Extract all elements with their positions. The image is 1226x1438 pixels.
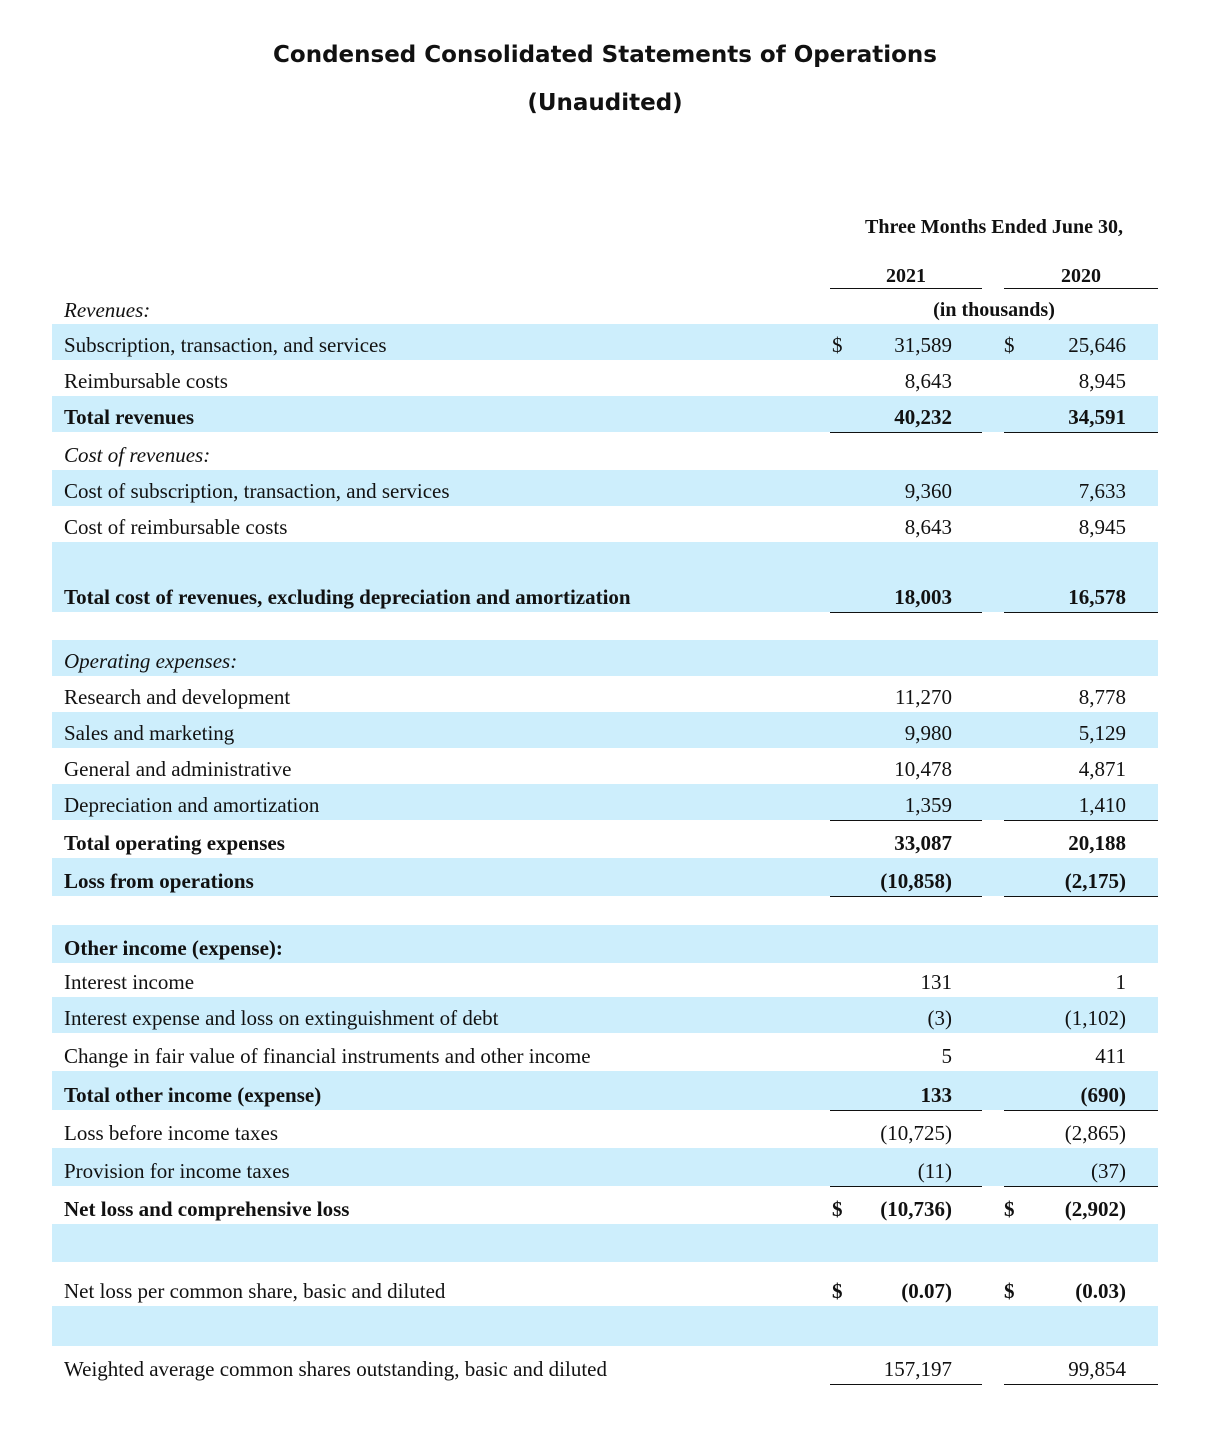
table-row — [52, 470, 1158, 506]
row-label: Depreciation and amortization — [64, 793, 320, 817]
value-2021: 40,232 — [894, 405, 952, 429]
row-label: Operating expenses: — [64, 649, 238, 673]
currency-symbol: $ — [1004, 1197, 1015, 1221]
row-label: General and administrative — [64, 757, 292, 781]
currency-symbol: $ — [832, 333, 843, 357]
underline-2020 — [1004, 896, 1158, 897]
value-2020: (1,102) — [1064, 1006, 1126, 1030]
value-2021: 157,197 — [883, 1357, 952, 1381]
value-2021: 33,087 — [894, 831, 952, 855]
underline-2021 — [830, 612, 982, 613]
table-row — [52, 1306, 1158, 1346]
underline-2021 — [830, 1384, 982, 1385]
currency-symbol: $ — [1004, 333, 1015, 357]
underline-2020 — [1004, 1384, 1158, 1385]
value-2020: 1,410 — [1078, 793, 1126, 817]
table-row — [52, 784, 1158, 820]
row-label: Total cost of revenues, excluding depreciation and amortization — [64, 585, 631, 609]
value-2020: (2,902) — [1064, 1197, 1126, 1221]
value-2021: (10,858) — [880, 869, 952, 893]
statement-subtitle: (Unaudited) — [527, 90, 683, 116]
row-label: Total other income (expense) — [64, 1083, 322, 1107]
value-2021: 5 — [941, 1044, 952, 1068]
table-row — [52, 820, 1158, 858]
currency-symbol: $ — [1004, 1279, 1015, 1303]
year-2020-header-rule — [1004, 288, 1158, 289]
value-2021: 9,360 — [904, 479, 952, 503]
row-label: Revenues: — [64, 298, 151, 322]
units-label: (in thousands) — [933, 299, 1055, 321]
value-2020: 25,646 — [1068, 333, 1126, 357]
table-row — [52, 963, 1158, 997]
row-label: Total revenues — [64, 405, 195, 429]
table-row — [52, 396, 1158, 432]
value-2020: (2,175) — [1064, 869, 1126, 893]
value-2020: 4,871 — [1078, 757, 1126, 781]
table-row — [52, 506, 1158, 542]
currency-symbol: $ — [832, 1279, 843, 1303]
table-row — [52, 360, 1158, 396]
row-label: Provision for income taxes — [64, 1159, 290, 1183]
value-2021: (10,736) — [880, 1197, 952, 1221]
value-2020: 99,854 — [1068, 1357, 1126, 1381]
table-row — [52, 1186, 1158, 1224]
statement-title: Condensed Consolidated Statements of Operations — [273, 42, 937, 68]
underline-2020 — [1004, 612, 1158, 613]
table-row — [52, 1148, 1158, 1186]
year-2021-header-rule — [830, 288, 982, 289]
value-2021: 8,643 — [904, 515, 952, 539]
row-label: Cost of revenues: — [64, 443, 211, 467]
row-label: Change in fair value of financial instruments and other income — [64, 1044, 591, 1068]
value-2020: (0.03) — [1075, 1279, 1126, 1303]
value-2021: (11) — [917, 1159, 952, 1183]
row-label: Subscription, transaction, and services — [64, 333, 387, 357]
value-2020: 8,945 — [1078, 515, 1126, 539]
row-label: Sales and marketing — [64, 721, 235, 745]
year-2020-header: 2020 — [1061, 265, 1101, 287]
value-2020: 1 — [1115, 970, 1126, 994]
table-row — [52, 1110, 1158, 1148]
row-label: Other income (expense): — [64, 936, 283, 960]
table-row — [52, 1224, 1158, 1262]
row-label: Interest income — [64, 970, 195, 994]
table-row — [52, 297, 1158, 325]
currency-symbol: $ — [832, 1197, 843, 1221]
value-2021: 18,003 — [894, 585, 952, 609]
value-2020: (2,865) — [1064, 1121, 1126, 1145]
row-label: Weighted average common shares outstanding, basic and diluted — [64, 1357, 607, 1381]
value-2020: 7,633 — [1078, 479, 1126, 503]
value-2021: 31,589 — [894, 333, 952, 357]
row-label: Interest expense and loss on extinguishment of debt — [64, 1006, 499, 1030]
table-row — [52, 432, 1158, 470]
value-2020: 8,778 — [1078, 685, 1126, 709]
row-label: Research and development — [64, 685, 291, 709]
value-2020: 411 — [1095, 1044, 1126, 1068]
value-2021: 8,643 — [904, 369, 952, 393]
table-row — [52, 997, 1158, 1033]
row-label: Net loss per common share, basic and diluted — [64, 1279, 446, 1303]
table-row — [52, 542, 1158, 612]
row-label: Cost of subscription, transaction, and services — [64, 479, 450, 503]
row-label: Loss from operations — [64, 869, 254, 893]
row-label: Reimbursable costs — [64, 369, 228, 393]
table-row — [52, 712, 1158, 748]
value-2021: 131 — [920, 970, 952, 994]
value-2021: 9,980 — [904, 721, 952, 745]
row-label: Net loss and comprehensive loss — [64, 1197, 350, 1221]
table-row — [52, 1262, 1158, 1306]
row-label: Total operating expenses — [64, 831, 285, 855]
table-row — [52, 1033, 1158, 1071]
underline-2021 — [830, 896, 982, 897]
table-row — [52, 1071, 1158, 1110]
row-label: Cost of reimbursable costs — [64, 515, 288, 539]
value-2021: 10,478 — [894, 757, 952, 781]
value-2021: (10,725) — [880, 1121, 952, 1145]
value-2020: (37) — [1091, 1159, 1126, 1183]
value-2020: 34,591 — [1068, 405, 1126, 429]
table-row — [52, 1346, 1158, 1384]
table-row — [52, 676, 1158, 712]
value-2021: 11,270 — [895, 685, 952, 709]
table-row — [52, 748, 1158, 784]
table-row — [52, 324, 1158, 360]
table-row — [52, 640, 1158, 676]
value-2020: (690) — [1080, 1083, 1126, 1107]
value-2020: 20,188 — [1068, 831, 1126, 855]
value-2020: 16,578 — [1068, 585, 1126, 609]
value-2021: (0.07) — [901, 1279, 952, 1303]
value-2021: (3) — [927, 1006, 952, 1030]
row-label: Loss before income taxes — [64, 1121, 279, 1145]
year-2021-header: 2021 — [886, 265, 926, 287]
value-2021: 133 — [920, 1083, 952, 1107]
table-row — [52, 858, 1158, 896]
value-2021: 1,359 — [904, 793, 952, 817]
value-2020: 8,945 — [1078, 369, 1126, 393]
table-row — [52, 925, 1158, 963]
period-header: Three Months Ended June 30, — [864, 216, 1123, 238]
value-2020: 5,129 — [1078, 721, 1126, 745]
